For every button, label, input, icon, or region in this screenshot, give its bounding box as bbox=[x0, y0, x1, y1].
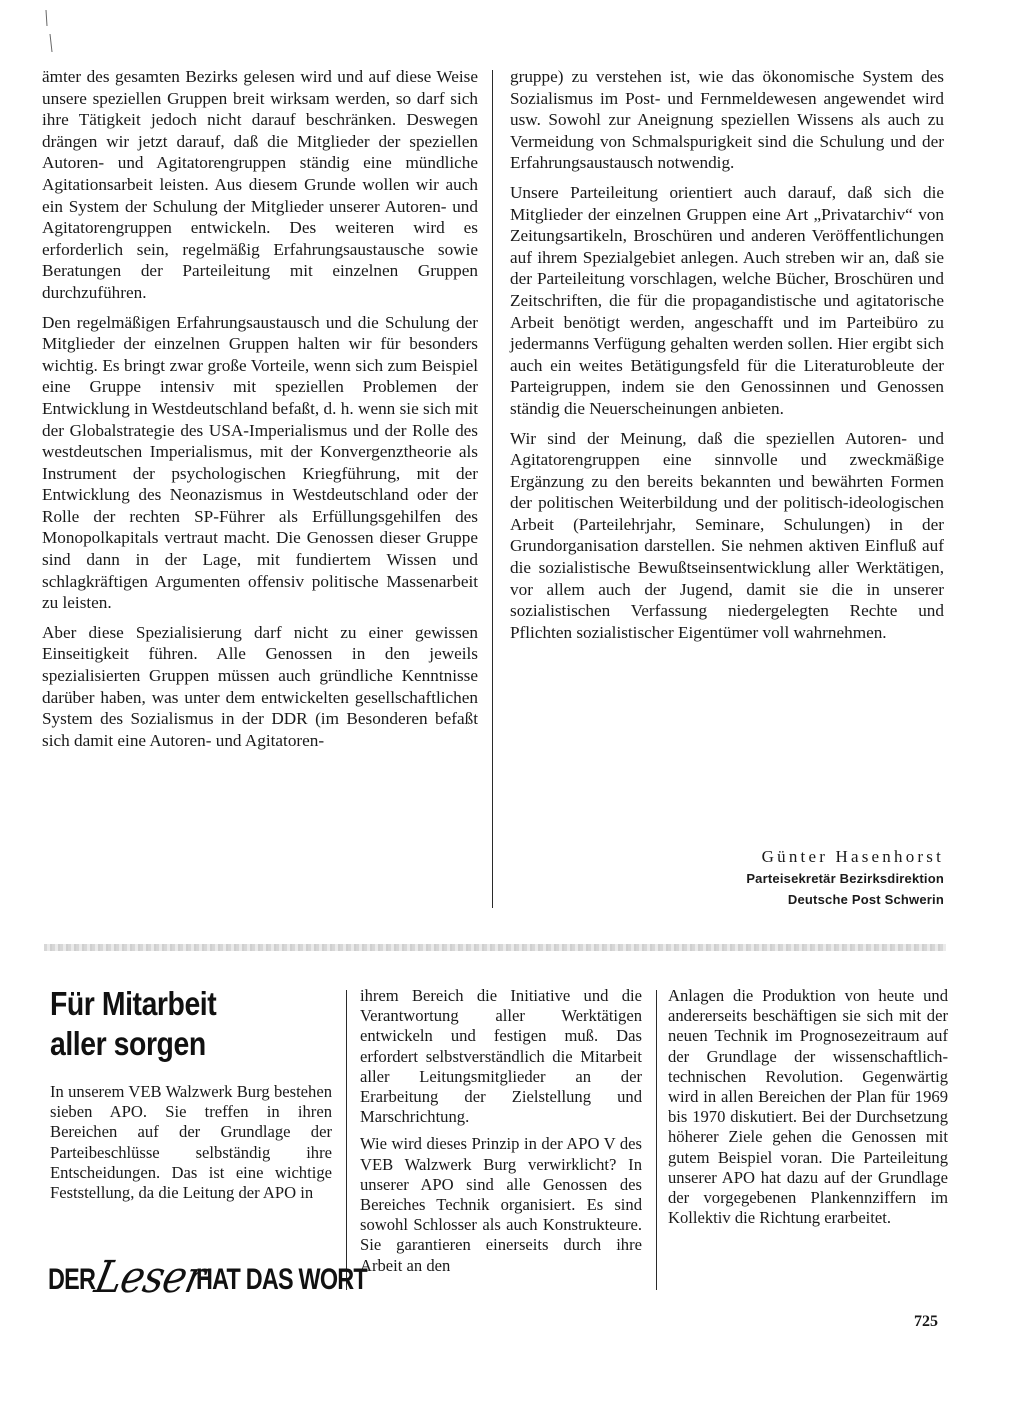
crop-mark bbox=[44, 8, 56, 54]
article-column-1 bbox=[50, 1082, 332, 1203]
section-separator-band bbox=[44, 944, 946, 951]
top-right-column bbox=[510, 66, 944, 643]
logo-text: DER bbox=[48, 1263, 96, 1296]
author-name: Günter Hasenhorst bbox=[761, 847, 944, 866]
author-signature bbox=[746, 846, 944, 910]
top-left-column bbox=[42, 66, 478, 751]
paragraph: gruppe) zu verstehen ist, wie das ökonomische System des Sozialismus im Post- und Fernmeldewesen angewendet wird usw. Sowohl zur Aneignung speziellen Wissens als auch zu Vermeidung von Schmalspurigkeit sind die Schulung und der Erfahrungsaustausch notwendig. bbox=[510, 67, 944, 173]
paragraph: Wie wird dieses Prinzip in der APO V des VEB Walzwerk Burg verwirklicht? In unserer APO sind alle Genossen des Bereiches Technik organisiert. Es sind sowohl Schlosser als auch Konstrukteure. Sie garantieren einerseits durch ihre Arbeit an den bbox=[360, 1134, 642, 1275]
article-column-3 bbox=[668, 986, 948, 1228]
column-divider bbox=[492, 70, 493, 908]
article-column-2 bbox=[360, 986, 642, 1276]
paragraph: ämter des gesamten Bezirks gelesen wird und auf diese Weise unsere speziellen Gruppen breit wirksam werden, so darf sich ihre Tätigkeit jedoch nicht darauf beschränken. Deswegen drängen wir jetzt darauf, daß die Mitglieder der speziellen Autoren- und Agitatorengruppen ständig eine mündliche Agitationsarbeit leisten. Aus diesem Grunde wollen wir auch ein System der Schulung der Mitglieder unserer Autoren- und Agitatorengruppen entwickeln. Des weiteren wird es erforderlich sein, regelmäßig Erfahrungsaustausche sowie Beratungen der Parteileitung mit einzelnen Gruppen durchzuführen. bbox=[42, 67, 478, 302]
author-role: Parteisekretär Bezirksdirektion bbox=[746, 871, 944, 886]
logo-text: HAT DAS WORT bbox=[196, 1263, 368, 1296]
paragraph: Unsere Parteileitung orientiert auch darauf, daß sich die Mitglieder der einzelnen Gruppen eine Art „Privatarchiv“ von Zeitungsartikeln, Broschüren und anderen Veröffentlichungen auf ihrem Spezialgebiet anlegen. Auch streben wir an, daß sie der Parteileitung vorschlagen, welche Bücher, Broschüren und Zeitschriften, die für die propagandistische und agitatorische Arbeit benötigt werden, angeschafft und im Parteibüro zu jedermanns Verfügung gehalten werden sollen. Hier ergibt sich auch ein weites Betätigungsfeld für die Literaturobleute der Parteigruppen, indem sie den Genossinnen und Genossen ständig die Neuerscheinungen anbieten. bbox=[510, 182, 944, 418]
paragraph: Aber diese Spezialisierung darf nicht zu einer gewissen Einseitigkeit führen. Alle Genossen in den jeweils spezialisierten Gruppen müssen auch gründliche Kenntnisse darüber haben, was unter dem entwickelten gesellschaftlichen System des Sozialismus in der DDR (im Besonderen befaßt sich damit eine Autoren- und Agitatoren- bbox=[42, 622, 478, 750]
paragraph: Wir sind der Meinung, daß die speziellen Autoren- und Agitatorengruppen eine sinnvolle und zweckmäßige Ergänzung zu den bereits bekannten und bewährten Formen der politischen Weiterbildung und der politisch-ideologischen Arbeit (Parteilehrjahr, Seminare, Schulungen) in der Grundorganisation darstellen. Sie nehmen aktiven Einfluß auf die sozialistische Bewußtseinsentwicklung aller Werktätigen, vor allem auch der Jugend, damit sie die in unserer sozialistischen Verfassung niedergelegten Rechte und Pflichten sozialistischer Eigentümer voll wahrnehmen. bbox=[510, 428, 944, 642]
headline-line: aller sorgen bbox=[50, 1025, 206, 1062]
author-organization: Deutsche Post Schwerin bbox=[787, 892, 944, 907]
headline-line: Für Mitarbeit bbox=[50, 985, 217, 1022]
page-number: 725 bbox=[914, 1313, 938, 1330]
paragraph: In unserem VEB Walzwerk Burg bestehen sieben APO. Sie treffen in ihren Bereichen auf der Grundlage der Parteibeschlüsse selbständig ihre Entscheidungen. Das ist eine wichtige Feststellung, da die Leitung der APO in bbox=[50, 1082, 332, 1203]
paragraph: Den regelmäßigen Erfahrungsaustausch und die Schulung der Mitglieder der einzelnen Gruppen halten wir für besonders wichtig. Es bringt zwar große Vorteile, wenn sich zum Beispiel eine Gruppe intensiv mit speziellen Problemen der Entwicklung in Westdeutschland befaßt, d. h. wenn sie sich mit der Globalstrategie des USA-Imperialismus und der Rolle des westdeutschen Imperialismus, mit der Konvergenztheorie als Instrument der psychologischen Kriegführung, mit der Entwicklung des Neonazismus in Westdeutschland oder der Rolle der rechten SP-Führer als Erfüllungsgehilfen des Monopolkapitals vertraut macht. Die Genossen dieser Gruppe sind dann in der Lage, mit fundiertem Wissen und schlagkräftigen Argumenten offensiv politische Massenarbeit zu leisten. bbox=[42, 312, 478, 613]
reader-column-logo bbox=[48, 1250, 368, 1310]
article-headline bbox=[50, 984, 291, 1064]
column-divider bbox=[656, 990, 657, 1290]
paragraph: Anlagen die Produktion von heute und andererseits beschäftigen sie sich mit der neuen Technik im Prognosezeitraum auf der Grundlage der wissenschaftlich-technischen Revolution. Gegenwärtig wird in allen Bereichen der Plan für 1969 bis 1970 diskutiert. Bei der Durchsetzung höherer Ziele gehen die Genossen mit gutem Beispiel voran. Die Parteileitung unserer APO hat dazu auf der Grundlage der vorgegebenen Plankennziffern im Kollektiv die Richtung erarbeitet. bbox=[668, 986, 948, 1228]
paragraph: ihrem Bereich die Initiative und die Verantwortung aller Werktätigen entwickeln und festigen muß. Das erfordert selbstverständlich die Mitarbeit aller Leitungsmitglieder an der Erarbeitung der Zielstellung und Marschrichtung. bbox=[360, 986, 642, 1127]
column-divider bbox=[346, 990, 347, 1290]
logo-script-text: Leser bbox=[90, 1251, 210, 1303]
